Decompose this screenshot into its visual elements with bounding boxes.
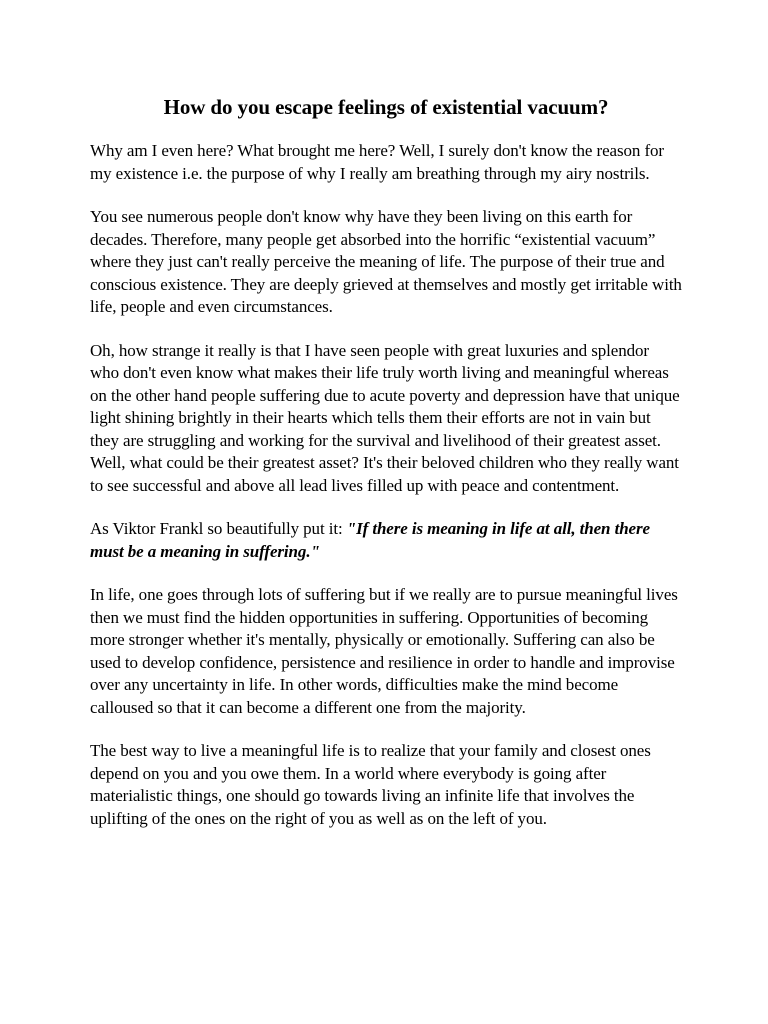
paragraph-2: You see numerous people don't know why have they been living on this earth for decades. Therefore, many people get absorbed into the horrific “existential vacuum” where they just can't really perceive the meaning of life. The purpose of their true and conscious existence. They are deeply grieved at themselves and mostly get irritable with life, people and even circumstances. xyxy=(90,207,682,316)
document-content xyxy=(90,94,682,851)
quote-intro: As Viktor Frankl so beautifully put it: xyxy=(90,519,347,538)
document-title: How do you escape feelings of existential vacuum? xyxy=(163,95,609,119)
paragraph-6: The best way to live a meaningful life is to realize that your family and closest ones depend on you and you owe them. In a world where everybody is going after materialistic things, one should go towards living an infinite life that involves the uplifting of the ones on the right of you as well as on the left of you. xyxy=(90,741,651,828)
paragraph-1: Why am I even here? What brought me here? Well, I surely don't know the reason for my existence i.e. the purpose of why I really am breathing through my airy nostrils. xyxy=(90,141,664,183)
paragraph-3: Oh, how strange it really is that I have seen people with great luxuries and splendor who don't even know what makes their life truly worth living and meaningful whereas on the other hand people suffering due to acute poverty and depression have that unique light shining brightly in their hearts which tells them their efforts are not in vain but they are struggling and working for the survival and livelihood of their greatest asset. Well, what could be their greatest asset? It's their beloved children who they really want to see successful and above all lead lives filled up with peace and contentment. xyxy=(90,340,680,495)
paragraph-5: In life, one goes through lots of suffering but if we really are to pursue meaningful lives then we must find the hidden opportunities in suffering. Opportunities of becoming more stronger whether it's mentally, physically or emotionally. Suffering can also be used to develop confidence, persistence and resilience in order to handle and improvise over any uncertainty in life. In other words, difficulties make the mind become calloused so that it can become a different one from the majority. xyxy=(90,585,678,717)
quote-paragraph xyxy=(90,518,682,563)
frankl-quote: "If there is meaning in life at all, then there must be a meaning in suffering." xyxy=(90,519,650,561)
